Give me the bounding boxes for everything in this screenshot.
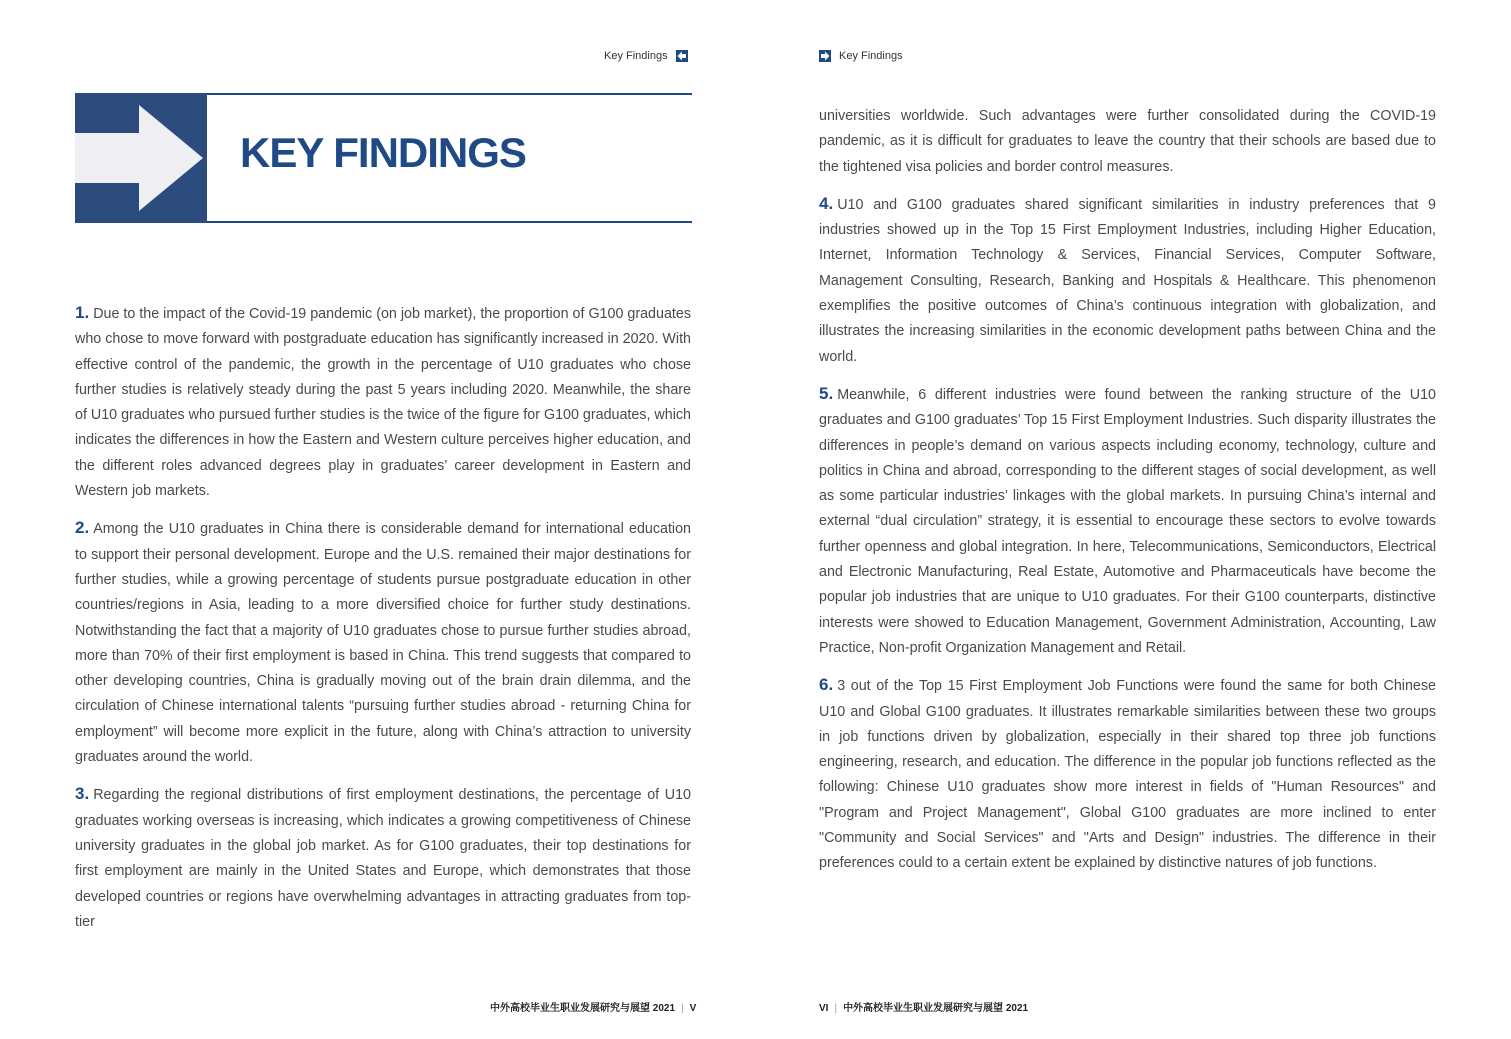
footer-left (490, 999, 696, 1014)
left-column (75, 300, 691, 946)
finding-text: 3 out of the Top 15 First Employment Job Functions were found the same for both Chinese U10 and Global G100 graduates. It illustrates remarkable similarities between these two groups in job functions driven by globalization, especially in their shared top three job functions engineering, research, and education. The difference in the popular job functions reflected as the following: Chinese U10 graduates show more interest in fields of "Human Resources" and "Program and Project Management", Global G100 graduates are more inclined to enter "Community and Social Services" and "Arts and Design" industries. The difference in their preferences could to a certain extent be explained by distinctive natures of job functions. (819, 678, 1436, 872)
finding-1 (75, 300, 691, 504)
header-left (604, 50, 688, 62)
finding-number: 1. (75, 303, 90, 322)
big-arrow-right-icon (75, 93, 207, 223)
finding-5 (819, 381, 1436, 661)
header-right (819, 50, 903, 62)
header-right-label: Key Findings (839, 50, 903, 62)
finding-3-continuation: universities worldwide. Such advantages were further consolidated during the COVID-19 pandemic, as it is difficult for graduates to leave the country that their schools are based due to the tightened visa policies and border control measures. (819, 108, 1436, 175)
finding-text: Meanwhile, 6 different industries were found between the ranking structure of the U10 graduates and G100 graduates’ Top 15 First Employment Industries. Such disparity illustrates the differences in people’s demand on various aspects including economy, technology, culture and politics in China and abroad, corresponding to the different stages of social development, as well as some particular industries’ linkages with the global markets. In pursuing China’s internal and external “dual circulation” strategy, it is essential to encourage these sectors to evolve towards further openness and global integration. In here, Telecommunications, Semiconductors, Electrical and Electronic Manufacturing, Real Estate, Automotive and Pharmaceuticals have become the popular job industries that are unique to U10 graduates. For their G100 counterparts, distinctive interests were showed to Education Management, Government Administration, Accounting, Law Practice, Non-profit Organization Management and Retail. (819, 386, 1436, 656)
finding-number: 2. (75, 518, 90, 538)
key-findings-banner (75, 93, 692, 223)
finding-text: Due to the impact of the Covid-19 pandemic (on job market), the proportion of G100 graduates who chose to move forward with postgraduate education has significantly increased in 2020. With effective control of the pandemic, the growth in the percentage of U10 graduates who chose further studies is relatively steady during the past 5 years including 2020. Meanwhile, the share of U10 graduates who pursued further studies is the twice of the figure for G100 graduates, which indicates the differences in how the Eastern and Western culture perceives higher education, and the different roles advanced degrees play in graduates’ career development in Eastern and Western job markets. (75, 306, 691, 500)
finding-number: 3. (75, 784, 90, 804)
footer-left-page: V (689, 1003, 697, 1014)
finding-text: Among the U10 graduates in China there is considerable demand for international education to support their personal development. Europe and the U.S. remained their major destinations for further studies, while a growing percentage of students pursue postgraduate education in other countries/regions in Asia, leading to a more diversified choice for further study destinations. Notwithstanding the fact that a majority of U10 graduates chose to pursue further studies abroad, more than 70% of their first employment is based in China. This trend suggests that compared to other developing countries, China is gradually moving out of the brain drain dilemma, and the circulation of Chinese international talents “pursuing further studies abroad - returning China for employment” will become more explicit in the future, along with China’s attraction to university graduates around the world. (75, 521, 691, 766)
finding-6 (819, 672, 1436, 876)
footer-left-title: 中外高校毕业生职业发展研究与展望 2021 (490, 1003, 676, 1014)
finding-text: Regarding the regional distributions of first employment destinations, the percentage of U10 graduates working overseas is increasing, which indicates a growing competitiveness of Chinese university graduates in the global job market. As for G100 graduates, their top destinations for first employment are mainly in the United States and Europe, which demonstrates that those developed countries or regions have overwhelming advantages in attracting graduates from top-tier (75, 787, 691, 930)
finding-2 (75, 515, 691, 770)
arrow-right-icon (819, 50, 831, 62)
footer-separator: | (681, 1003, 684, 1014)
footer-separator: | (834, 1003, 838, 1014)
finding-3 (75, 781, 691, 935)
header-left-label: Key Findings (604, 50, 668, 62)
footer-right-page: VI (819, 1003, 829, 1014)
right-column (819, 104, 1436, 888)
finding-number: 5. (819, 383, 834, 403)
finding-number: 6. (819, 675, 834, 695)
finding-4 (819, 191, 1436, 370)
arrow-left-icon (676, 50, 688, 62)
finding-number: 4. (819, 193, 834, 213)
footer-right (819, 999, 1028, 1014)
page-title: KEY FINDINGS (240, 129, 526, 176)
footer-right-title: 中外高校毕业生职业发展研究与展望 2021 (843, 1003, 1029, 1014)
banner-arrow-box (75, 93, 207, 223)
finding-text: U10 and G100 graduates shared significant similarities in industry preferences that 9 industries showed up in the Top 15 First Employment Industries, including Higher Education, Internet, Information Technology & Services, Financial Services, Computer Software, Management Consulting, Research, Banking and Hospitals & Healthcare. This phenomenon exemplifies the positive outcomes of China’s continuous integration with globalization, and illustrates the increasing similarities in the economic development paths between China and the world. (819, 196, 1436, 365)
